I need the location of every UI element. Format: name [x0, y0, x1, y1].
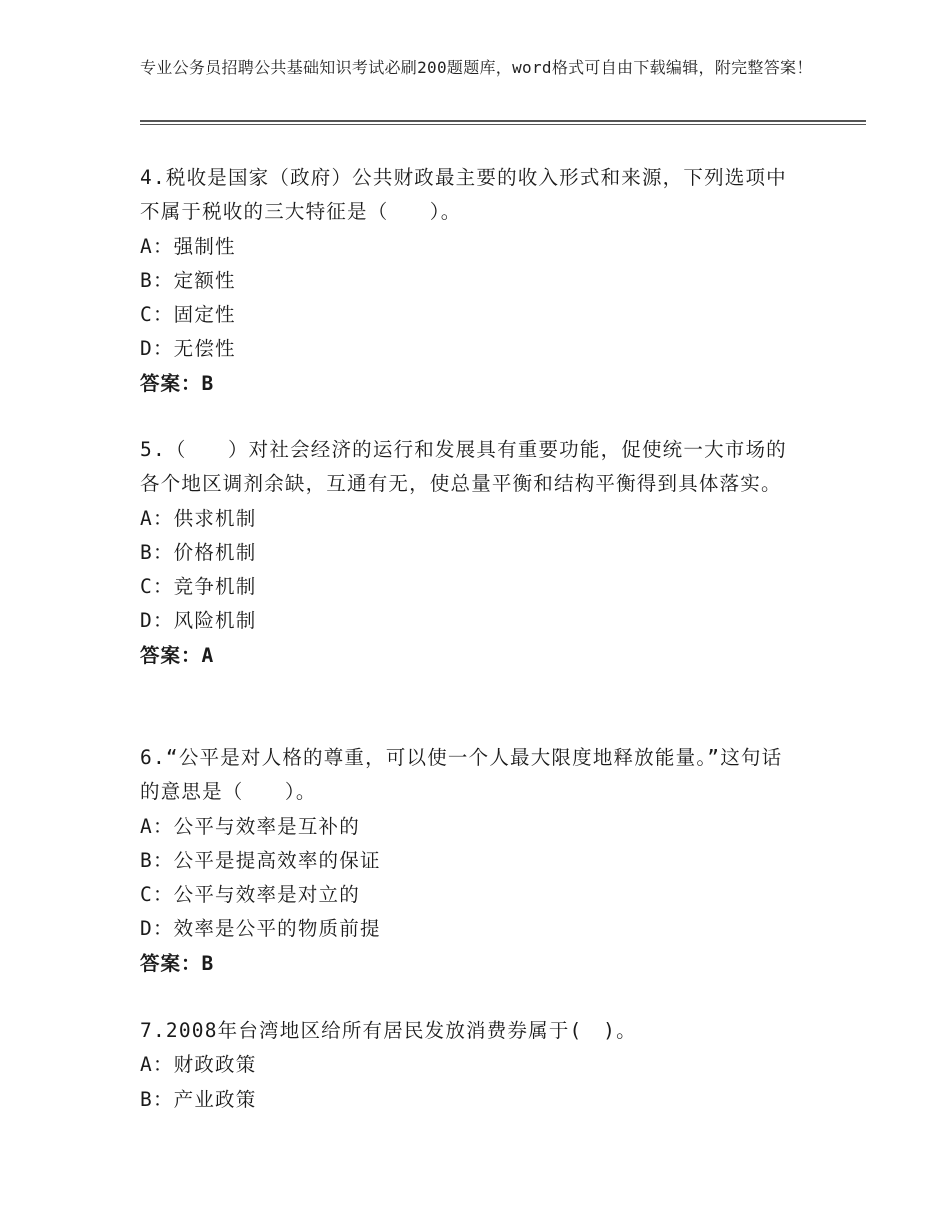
option-c: C：公平与效率是对立的: [140, 883, 360, 907]
option-c: C：竞争机制: [140, 575, 257, 599]
option-c: C：固定性: [140, 303, 236, 327]
question-stem: 5.（ ）对社会经济的运行和发展具有重要功能，促使统一大市场的各个地区调剂余缺，互通有无，使总量平衡和结构平衡得到具体落实。: [140, 438, 787, 496]
option-b: B：公平是提高效率的保证: [140, 848, 381, 872]
option-a: A：供求机制: [140, 506, 257, 530]
option-d: D：风险机制: [140, 609, 257, 633]
question-block: [140, 1014, 800, 1117]
header-divider: [140, 120, 866, 122]
answer-line: 答案：A: [140, 643, 215, 667]
header-divider-thin: [140, 124, 866, 125]
option-a: A：强制性: [140, 234, 236, 258]
question-block: [140, 433, 800, 673]
question-block: [140, 741, 800, 981]
option-b: B：定额性: [140, 268, 236, 292]
answer-line: 答案：B: [140, 371, 215, 395]
question-stem: 7.2008年台湾地区给所有居民发放消费券属于( )。: [140, 1019, 637, 1042]
question-stem: 4.税收是国家（政府）公共财政最主要的收入形式和来源，下列选项中不属于税收的三大特征是（ ）。: [140, 166, 787, 224]
option-b: B：价格机制: [140, 540, 257, 564]
answer-line: 答案：B: [140, 951, 215, 975]
option-a: A：公平与效率是互补的: [140, 814, 360, 838]
option-d: D：无偿性: [140, 337, 236, 361]
document-header: 专业公务员招聘公共基础知识考试必刷200题题库，word格式可自由下载编辑，附完整答案！: [140, 58, 813, 77]
option-a: A：财政政策: [140, 1053, 257, 1077]
question-stem: 6.“公平是对人格的尊重，可以使一个人最大限度地释放能量。”这句话的意思是（ ）。: [140, 746, 783, 804]
question-block: [140, 161, 800, 401]
option-b: B：产业政策: [140, 1087, 257, 1111]
option-d: D：效率是公平的物质前提: [140, 917, 381, 941]
